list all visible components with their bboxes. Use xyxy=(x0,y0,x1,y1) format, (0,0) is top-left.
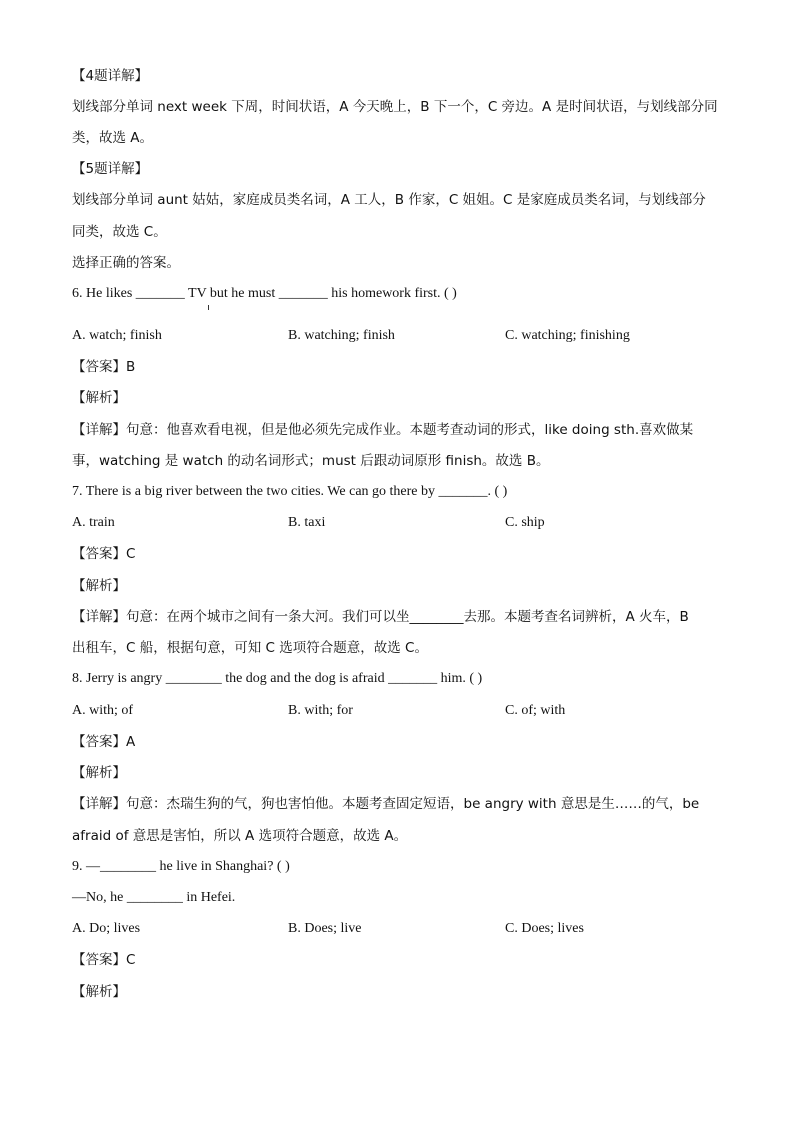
question-7-stem: 7. There is a big river between the two cities. We can go there by _______. ( ) xyxy=(72,484,508,499)
q4-heading: 【4题详解】 xyxy=(72,68,149,84)
question-8-option-a: A. with; of xyxy=(72,703,134,718)
question-8-option-c: C. of; with xyxy=(505,703,566,718)
question-6-option-a: A. watch; finish xyxy=(72,328,162,343)
question-9-answer: 【答案】C xyxy=(72,952,136,968)
question-7-option-c: C. ship xyxy=(505,515,545,530)
question-9-option-c: C. Does; lives xyxy=(505,921,584,936)
question-8-analysis-label: 【解析】 xyxy=(72,765,126,781)
question-7-option-b: B. taxi xyxy=(288,515,326,530)
question-7-detail-line-2: 出租车，C 船，根据句意，可知 C 选项符合题意，故选 C。 xyxy=(72,640,428,656)
question-7-option-a: A. train xyxy=(72,515,115,530)
q4-explanation-line-1: 划线部分单词 next week 下周，时间状语，A 今天晚上，B 下一个，C 旁边。A 是时间状语，与划线部分同 xyxy=(72,99,718,115)
question-6-analysis-label: 【解析】 xyxy=(72,390,126,406)
question-9-stem-reply: —No, he ________ in Hefei. xyxy=(72,890,236,905)
q5-explanation-line-2: 同类，故选 C。 xyxy=(72,224,167,240)
q5-explanation-line-1: 划线部分单词 aunt 姑姑，家庭成员类名词，A 工人，B 作家，C 姐姐。C 是家庭成员类名词，与划线部分 xyxy=(72,192,706,208)
question-8-detail-line-2: afraid of 意思是害怕，所以 A 选项符合题意，故选 A。 xyxy=(72,828,408,844)
question-7-analysis-label: 【解析】 xyxy=(72,578,126,594)
question-6-answer: 【答案】B xyxy=(72,359,136,375)
question-9-stem: 9. —________ he live in Shanghai? ( ) xyxy=(72,859,290,874)
question-8-option-b: B. with; for xyxy=(288,703,353,718)
question-6-detail-line-1: 【详解】句意：他喜欢看电视，但是他必须先完成作业。本题考查动词的形式，like doing sth.喜欢做某 xyxy=(72,422,694,438)
question-6-stem: 6. He likes _______ TV but he must _______ his homework first. ( ) xyxy=(72,286,457,301)
question-9-option-a: A. Do; lives xyxy=(72,921,141,936)
question-6-detail-line-2: 事，watching 是 watch 的动名词形式；must 后跟动词原形 finish。故选 B。 xyxy=(72,453,550,469)
stray-mark xyxy=(208,305,209,310)
q5-heading: 【5题详解】 xyxy=(72,161,149,177)
instruction: 选择正确的答案。 xyxy=(72,255,180,271)
question-7-answer: 【答案】C xyxy=(72,546,136,562)
question-8-detail-line-1: 【详解】句意：杰瑞生狗的气，狗也害怕他。本题考查固定短语，be angry with 意思是生……的气，be xyxy=(72,796,700,812)
question-8-stem: 8. Jerry is angry ________ the dog and the dog is afraid _______ him. ( ) xyxy=(72,671,483,686)
question-6-option-b: B. watching; finish xyxy=(288,328,395,343)
question-7-detail-line-1: 【详解】句意：在两个城市之间有一条大河。我们可以坐________去那。本题考查名词辨析，A 火车，B xyxy=(72,609,689,625)
question-9-option-b: B. Does; live xyxy=(288,921,362,936)
question-9-analysis-label: 【解析】 xyxy=(72,984,126,1000)
q4-explanation-line-2: 类，故选 A。 xyxy=(72,130,154,146)
question-6-option-c: C. watching; finishing xyxy=(505,328,630,343)
question-8-answer: 【答案】A xyxy=(72,734,136,750)
